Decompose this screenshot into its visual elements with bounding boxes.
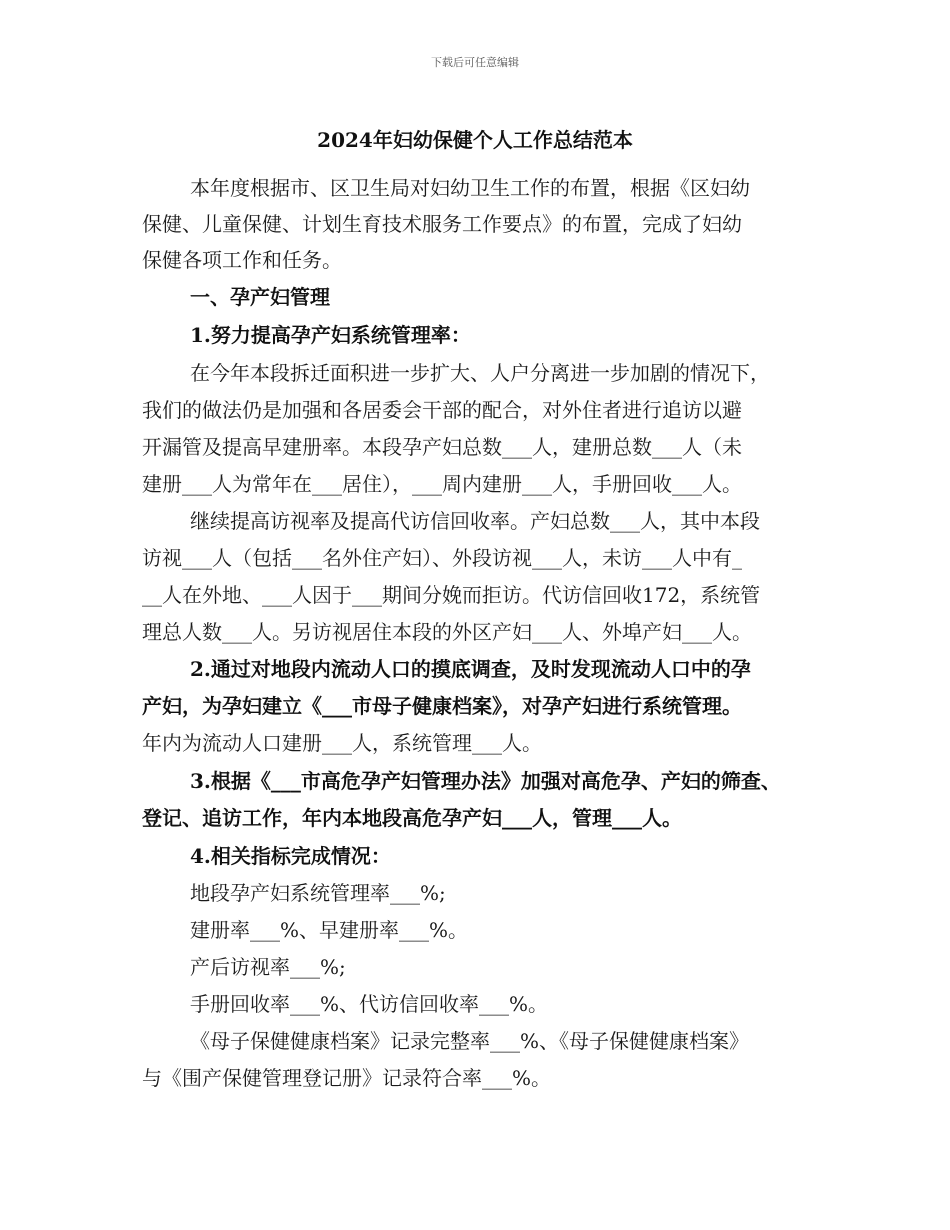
paragraph-line: 保健、儿童保健、计划生育技术服务工作要点》的布置，完成了妇幼 — [142, 212, 742, 236]
paragraph-line: 开漏管及提高早建册率。本段孕产妇总数___人，建册总数___人（未 — [142, 435, 742, 459]
paragraph-line: 我们的做法仍是加强和各居委会干部的配合，对外住者进行追访以避 — [142, 398, 742, 422]
paragraph-line: 继续提高访视率及提高代访信回收率。产妇总数___人，其中本段 — [190, 509, 760, 533]
paragraph-line: 在今年本段拆迁面积进一步扩大、人户分离进一步加剧的情况下， — [190, 361, 770, 385]
subsection-heading: 3.根据《___市高危孕产妇管理办法》加强对高危孕、产妇的筛查、 — [190, 769, 781, 793]
paragraph-line: 建册___人为常年在___居住），___周内建册___人，手册回收___人。 — [142, 472, 742, 496]
subsection-heading: 1.努力提高孕产妇系统管理率： — [190, 323, 471, 347]
indicator-line: 《母子保健健康档案》记录完整率___%、《母子保健健康档案》 — [190, 1029, 750, 1053]
indicator-line: 手册回收率___%、代访信回收率___%。 — [190, 992, 549, 1016]
subsection-heading: 登记、追访工作，年内本地段高危孕产妇___人，管理___人。 — [142, 806, 682, 830]
subsection-heading: 2.通过对地段内流动人口的摸底调查，及时发现流动人口中的孕 — [190, 657, 751, 681]
paragraph-line: 本年度根据市、区卫生局对妇幼卫生工作的布置，根据《区妇幼 — [190, 176, 750, 200]
paragraph-line: 年内为流动人口建册___人，系统管理___人。 — [142, 731, 542, 755]
document-title: 2024年妇幼保健个人工作总结范本 — [317, 128, 633, 152]
indicator-line: 产后访视率___%; — [190, 955, 346, 979]
paragraph-line: 保健各项工作和任务。 — [142, 248, 342, 272]
paragraph-line: 访视___人（包括___名外住产妇）、外段访视___人，未访___人中有_ — [142, 546, 742, 570]
indicator-line: 建册率___%、早建册率___%。 — [190, 918, 469, 942]
indicator-line: 地段孕产妇系统管理率___%; — [190, 881, 446, 905]
subsection-heading: 产妇，为孕妇建立《___市母子健康档案》，对孕产妇进行系统管理。 — [142, 694, 742, 718]
paragraph-line: __人在外地、___人因于___期间分娩而拒访。代访信回收172，系统管 — [142, 583, 761, 607]
section-heading: 一、孕产妇管理 — [190, 285, 330, 309]
indicator-line: 与《围产保健管理登记册》记录符合率___%。 — [142, 1066, 552, 1090]
header-note: 下载后可任意编辑 — [431, 56, 519, 69]
subsection-heading: 4.相关指标完成情况： — [190, 844, 391, 868]
paragraph-line: 理总人数___人。另访视居住本段的外区产妇___人、外埠产妇___人。 — [142, 620, 752, 644]
